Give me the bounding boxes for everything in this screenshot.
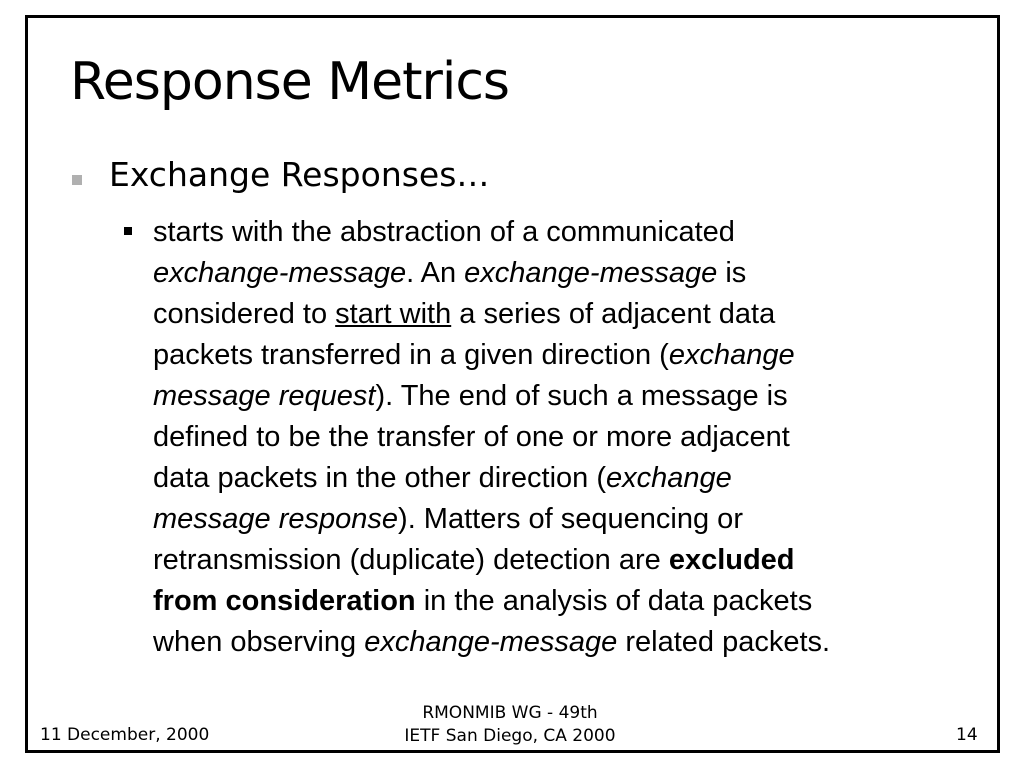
bullet-text: Exchange Responses…: [109, 155, 490, 194]
square-bullet-icon: [72, 175, 82, 185]
text-line: packets transferred in a given direction (exchange: [153, 339, 795, 371]
text-line: exchange-message. An exchange-message is: [153, 257, 747, 289]
footer-center-line: RMONMIB WG - 49th: [422, 703, 598, 723]
text-line: defined to be the transfer of one or more adjacent: [153, 421, 790, 453]
footer-center-line: IETF San Diego, CA 2000: [404, 726, 616, 746]
text-line: data packets in the other direction (exchange: [153, 462, 732, 494]
footer-center: [350, 702, 670, 748]
text-line: considered to start with a series of adjacent data: [153, 298, 776, 330]
text-line: starts with the abstraction of a communicated: [153, 216, 735, 248]
text-line: message response). Matters of sequencing or: [153, 503, 743, 535]
text-line: message request). The end of such a message is: [153, 380, 788, 412]
text-line: from consideration in the analysis of data packets: [153, 585, 813, 617]
text-line: retransmission (duplicate) detection are excluded: [153, 544, 795, 576]
bold-text: excluded: [668, 544, 795, 576]
square-bullet-icon: [124, 227, 132, 235]
bold-text: from consideration: [153, 585, 416, 617]
page-number: 14: [956, 725, 978, 745]
sub-bullet-paragraph: [153, 212, 928, 663]
text-line: when observing exchange-message related packets.: [153, 626, 831, 658]
underlined-text: start with: [335, 298, 452, 330]
slide-title: Response Metrics: [70, 52, 510, 112]
footer-date: 11 December, 2000: [40, 725, 210, 745]
